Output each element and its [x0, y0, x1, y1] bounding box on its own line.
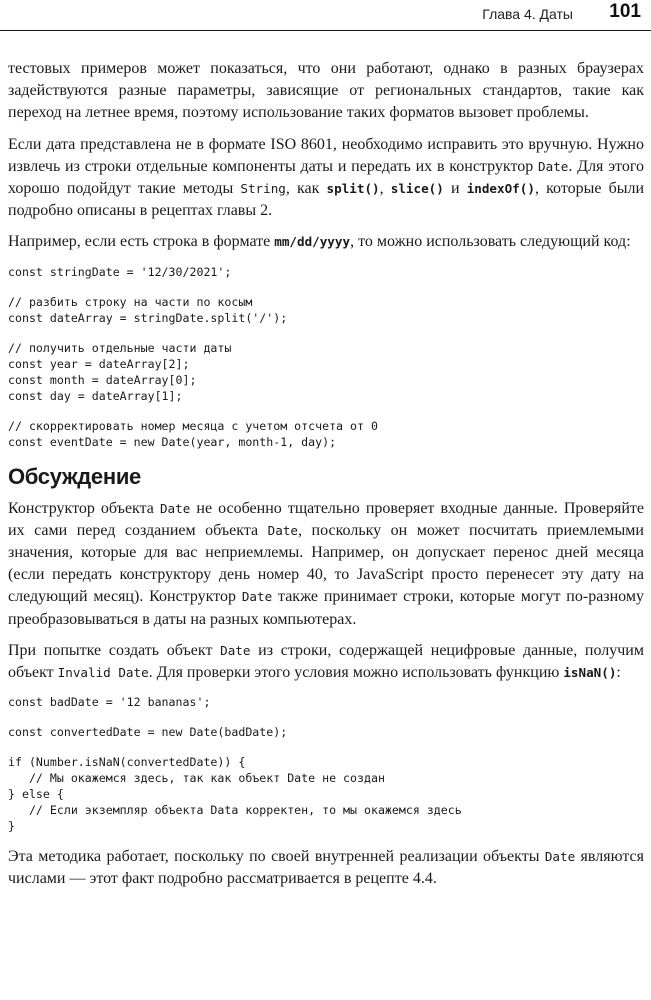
inline-code: String: [240, 181, 286, 197]
code-line: }: [8, 819, 15, 834]
inline-code: Date: [220, 642, 251, 658]
code-line: const convertedDate = new Date(badDate);: [8, 725, 288, 740]
text-run: и: [443, 180, 467, 198]
paragraph-4: [8, 498, 644, 631]
code-line: const year = dateArray[2];: [8, 356, 190, 371]
text-run: , которые были подробно описаны в рецептах главы 2.: [8, 180, 645, 220]
text-run: , то можно использовать следующий код:: [350, 233, 631, 251]
inline-code: Date: [538, 158, 569, 174]
paragraph-5: [8, 640, 644, 684]
code-line: const day = dateArray[1];: [8, 388, 183, 403]
code-line: } else {: [8, 787, 64, 802]
inline-code: slice(): [390, 181, 444, 197]
paragraph-3: [8, 231, 644, 253]
text-run: При попытке создать объект: [8, 641, 221, 659]
paragraph-6: [8, 846, 644, 890]
text-run: . Для проверки этого условия можно использовать функцию: [148, 664, 564, 682]
paragraph-1: тестовых примеров может показаться, что они работают, однако в разных браузерах задействуются разные параметры, зависящие от региональных стандартов, такие как переход на летнее время, поэтому использование таких форматов вызовет проблемы.: [8, 60, 644, 122]
code-line: // Мы окажемся здесь, так как объект Date не создан: [8, 771, 385, 786]
code-blank-line: [8, 280, 644, 294]
page-number: 101: [609, 1, 641, 22]
code-block-invalid-date: [8, 694, 644, 834]
inline-code: Date: [241, 589, 273, 605]
code-line: // разбить строку на части по косым: [8, 294, 253, 309]
code-line: // скорректировать номер месяца с учетом отсчета от 0: [8, 418, 378, 433]
inline-code: mm/dd/yyyy: [274, 234, 351, 250]
text-run: Конструктор объекта: [8, 499, 160, 517]
code-line: const badDate = '12 bananas';: [8, 695, 211, 710]
text-run: Эта методика работает, поскольку по своей внутренней реализации объекты: [8, 848, 545, 866]
chapter-title: Глава 4. Даты: [482, 6, 573, 22]
text-run: , как: [285, 180, 327, 198]
section-heading: Обсуждение: [8, 463, 141, 489]
code-block-date-parsing: [8, 264, 644, 450]
text-run: из строки, содержащей нецифровые данные, получим объект: [8, 641, 644, 682]
code-line: // Если экземпляр объекта Data корректен, то мы окажемся здесь: [8, 803, 462, 818]
code-line: const month = dateArray[0];: [8, 372, 197, 387]
inline-code: split(): [326, 181, 380, 197]
text-run: Например, если есть строка в формате: [8, 233, 275, 251]
code-line: if (Number.isNaN(convertedDate)) {: [8, 755, 246, 770]
code-line: const eventDate = new Date(year, month-1, day);: [8, 434, 337, 449]
text-run: не особенно тщательно проверяет входные данные. Проверяйте их сами перед созданием объекта: [8, 499, 645, 539]
text-run: :: [616, 664, 621, 682]
code-blank-line: [8, 326, 644, 340]
inline-code: Date: [544, 849, 576, 865]
inline-code: Date: [159, 500, 191, 516]
inline-code: isNaN(): [563, 665, 617, 681]
inline-code: indexOf(): [466, 181, 535, 197]
text-run: . Для этого хорошо подойдут такие методы: [8, 157, 645, 198]
code-line: const stringDate = '12/30/2021';: [8, 264, 232, 279]
text-run: , поскольку он может посчитать приемлемыми значения, которые для вас неприемлемы. Например, он допускает перенос дней месяца (если передать конструктору день номер 40, то JavaScript просто перенесет эту дату на следующий месяц). Конструктор: [8, 521, 644, 606]
code-blank-line: [8, 740, 644, 754]
text-run: Если дата представлена не в формате ISO 8601, необходимо исправить это вручную. Нужно извлечь из строки отдельные компоненты даты и передать их в конструктор: [8, 135, 644, 175]
code-line: // получить отдельные части даты: [8, 340, 232, 355]
running-header: [0, 0, 651, 31]
text-run: также принимает строки, которые могут по-разному преобразовываться в даты на разных компьютерах.: [8, 588, 644, 628]
paragraph-2: [8, 134, 644, 223]
code-line: const dateArray = stringDate.split('/');: [8, 310, 288, 325]
inline-code: Date: [267, 522, 298, 538]
inline-code: Invalid Date: [57, 665, 149, 681]
page-content: [8, 58, 644, 900]
code-blank-line: [8, 404, 644, 418]
text-run: ,: [379, 180, 391, 198]
code-blank-line: [8, 710, 644, 724]
text-run: являются числами — этот факт подробно рассматривается в рецепте 4.4.: [8, 848, 644, 888]
